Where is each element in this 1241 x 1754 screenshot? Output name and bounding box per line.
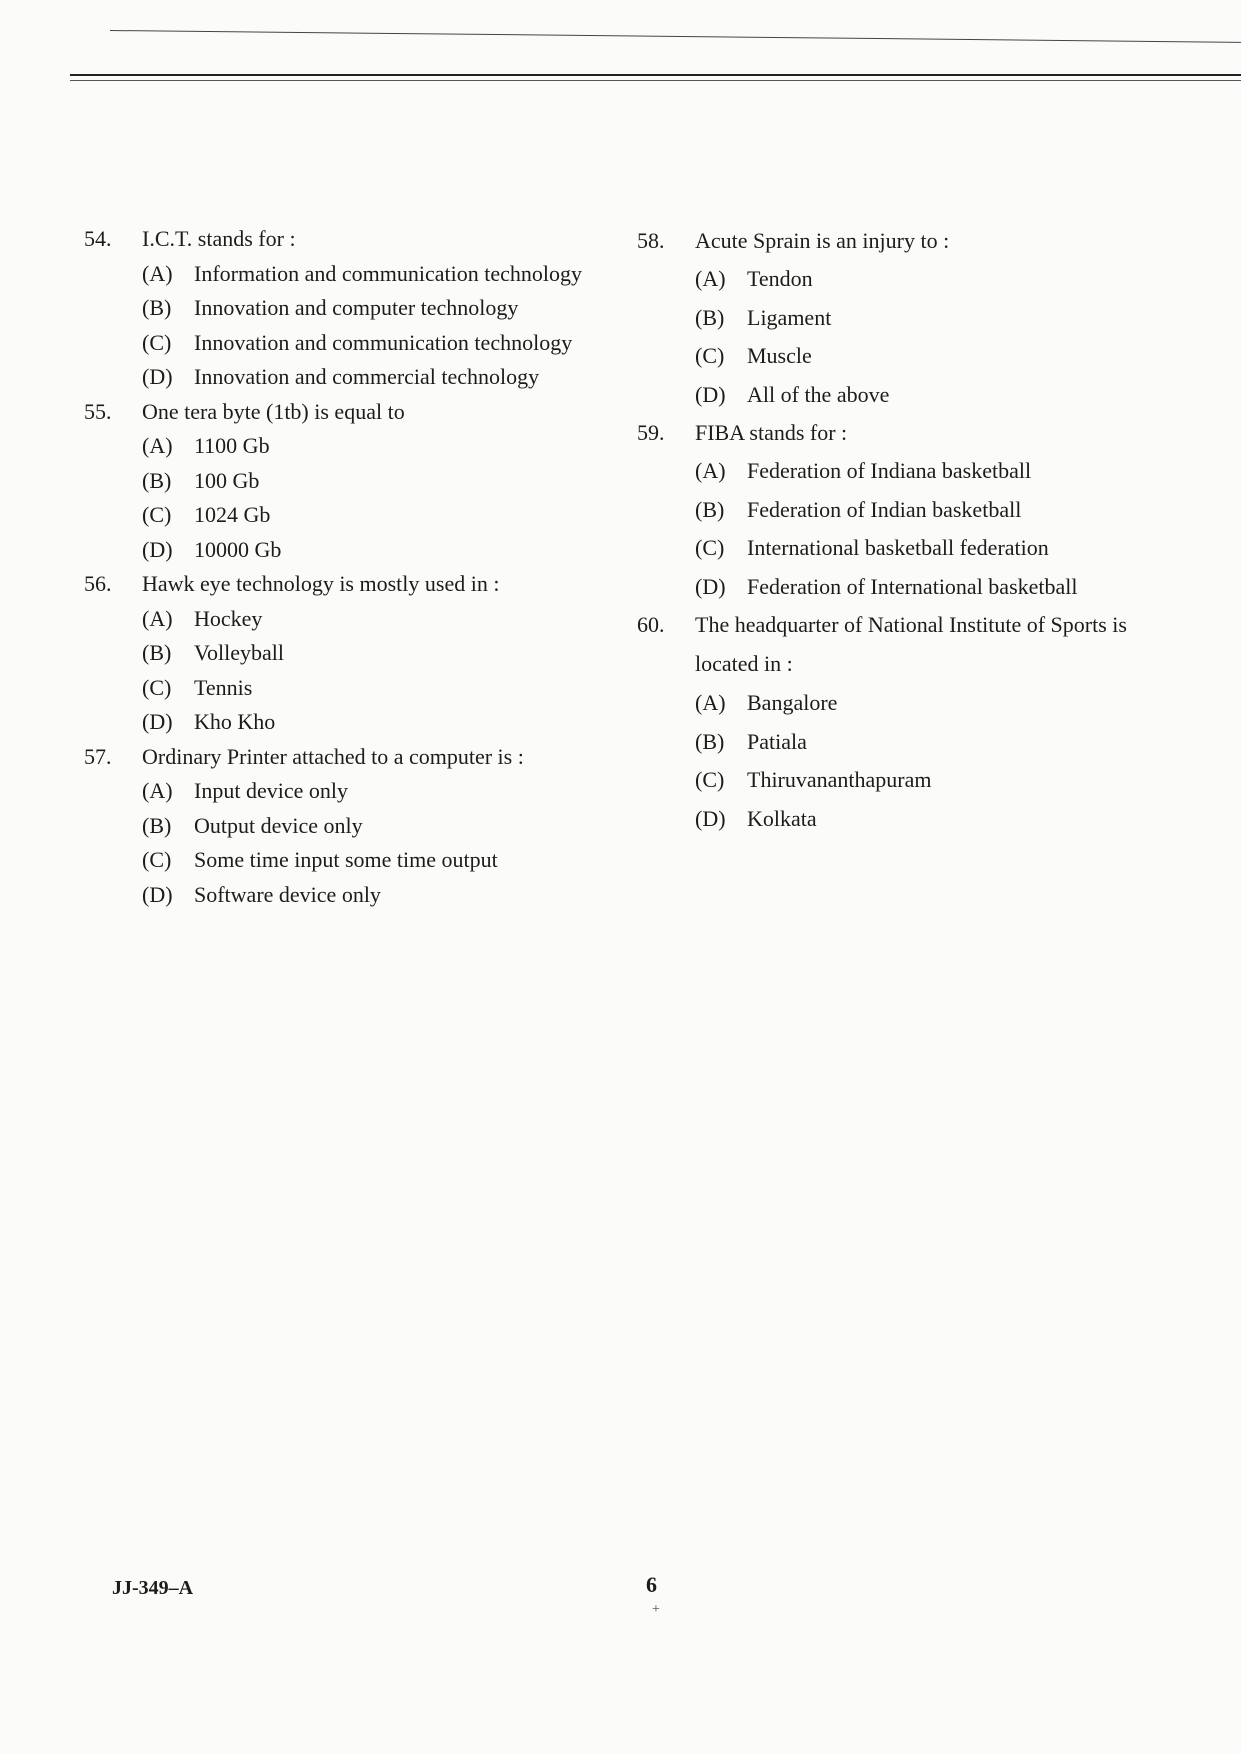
option-letter: (A) — [695, 458, 726, 483]
header-rule-thick — [70, 74, 1241, 76]
option-d — [695, 376, 1197, 415]
option-letter: (D) — [695, 381, 726, 407]
option-letter: (D) — [142, 881, 173, 907]
question-number: 58. — [637, 228, 665, 253]
question-60 — [637, 606, 1197, 838]
option-d — [142, 533, 624, 568]
question-number: 54. — [84, 226, 112, 251]
option-text: Thiruvananthapuram — [747, 767, 932, 792]
option-text: Information and communication technology — [194, 260, 582, 286]
option-text: Innovation and communication technology — [194, 329, 573, 355]
option-letter: (C) — [695, 343, 725, 368]
option-text: All of the above — [747, 381, 890, 407]
option-b — [695, 299, 1197, 338]
option-text: 10000 Gb — [194, 536, 282, 562]
option-b — [142, 291, 624, 326]
question-text: The headquarter of National Institute of Sports is — [695, 612, 1127, 637]
option-letter: (A) — [142, 605, 173, 631]
option-letter: (B) — [142, 467, 172, 493]
header-rule-thin — [110, 30, 1241, 43]
option-letter: (D) — [695, 573, 726, 599]
option-list — [84, 429, 624, 567]
option-text: Muscle — [747, 343, 812, 368]
option-text: Innovation and computer technology — [194, 295, 519, 320]
option-b — [142, 464, 624, 499]
option-d — [695, 800, 1197, 839]
option-letter: (B) — [142, 295, 172, 320]
option-letter: (B) — [142, 812, 172, 838]
option-text: Some time input some time output — [194, 847, 498, 872]
option-letter: (A) — [142, 778, 173, 803]
option-text: Bangalore — [747, 690, 838, 715]
option-text: Tennis — [194, 674, 253, 700]
option-list — [637, 452, 1197, 606]
option-letter: (B) — [695, 728, 725, 754]
question-59 — [637, 414, 1197, 606]
option-letter: (C) — [142, 502, 172, 527]
option-letter: (A) — [142, 260, 173, 286]
header-rule-under — [70, 80, 1241, 81]
option-text: Software device only — [194, 881, 381, 907]
question-text: Hawk eye technology is mostly used in : — [142, 571, 500, 596]
question-number: 57. — [84, 743, 112, 769]
option-c — [142, 326, 624, 361]
option-letter: (B) — [695, 304, 725, 330]
option-c — [142, 843, 624, 878]
question-57 — [84, 740, 624, 913]
option-c — [695, 529, 1197, 568]
option-a — [142, 257, 624, 292]
option-text: Federation of Indiana basketball — [747, 458, 1032, 483]
option-b — [695, 723, 1197, 762]
option-text: Input device only — [194, 778, 348, 803]
option-text: Federation of International basketball — [747, 573, 1078, 599]
option-text: Innovation and commercial technology — [194, 364, 540, 389]
option-text: Patiala — [747, 728, 807, 754]
left-question-column — [84, 222, 624, 912]
option-b — [695, 491, 1197, 530]
registration-mark: + — [652, 1602, 660, 1617]
page-number: 6 — [646, 1572, 657, 1597]
option-letter: (A) — [695, 690, 726, 715]
option-list — [84, 774, 624, 912]
question-number: 55. — [84, 398, 112, 424]
option-a — [695, 260, 1197, 299]
right-question-column — [637, 222, 1197, 838]
option-b — [142, 809, 624, 844]
option-letter: (C) — [142, 329, 172, 355]
booklet-code: JJ-349–A — [112, 1577, 194, 1599]
option-list — [84, 602, 624, 740]
option-letter: (C) — [142, 847, 172, 872]
option-a — [142, 429, 624, 464]
option-text: 1024 Gb — [194, 502, 271, 527]
option-list — [637, 260, 1197, 414]
question-54 — [84, 222, 624, 395]
question-text: One tera byte (1tb) is equal to — [142, 398, 405, 424]
option-text: Volleyball — [194, 640, 285, 665]
option-letter: (C) — [142, 674, 172, 700]
option-a — [695, 684, 1197, 723]
question-text: I.C.T. stands for : — [142, 226, 296, 251]
option-c — [142, 498, 624, 533]
option-text: Output device only — [194, 812, 363, 838]
option-text: Ligament — [747, 304, 832, 330]
option-letter: (D) — [695, 805, 726, 831]
option-d — [142, 878, 624, 913]
question-56 — [84, 567, 624, 740]
option-letter: (C) — [695, 535, 725, 560]
option-letter: (A) — [695, 266, 726, 291]
question-55 — [84, 395, 624, 568]
option-letter: (D) — [142, 709, 173, 734]
option-letter: (A) — [142, 433, 173, 458]
option-letter: (D) — [142, 364, 173, 389]
question-number: 56. — [84, 571, 112, 596]
option-list — [84, 257, 624, 395]
option-letter: (B) — [142, 640, 172, 665]
option-a — [695, 452, 1197, 491]
option-d — [142, 705, 624, 740]
question-58 — [637, 222, 1197, 414]
option-letter: (C) — [695, 767, 725, 792]
option-letter: (D) — [142, 536, 173, 562]
question-text-continued: located in : — [695, 651, 793, 676]
option-text: 1100 Gb — [194, 433, 270, 458]
option-a — [142, 774, 624, 809]
option-c — [695, 761, 1197, 800]
option-text: Kolkata — [747, 805, 817, 831]
question-number: 59. — [637, 420, 665, 445]
option-text: Tendon — [747, 266, 813, 291]
option-c — [695, 337, 1197, 376]
question-text: Acute Sprain is an injury to : — [695, 228, 950, 253]
question-text: Ordinary Printer attached to a computer is : — [142, 743, 524, 769]
question-number: 60. — [637, 612, 665, 637]
option-text: Hockey — [194, 605, 263, 631]
option-text: 100 Gb — [194, 467, 260, 493]
option-d — [695, 568, 1197, 607]
option-a — [142, 602, 624, 637]
option-d — [142, 360, 624, 395]
option-text: International basketball federation — [747, 535, 1049, 560]
option-list — [637, 684, 1197, 838]
option-letter: (B) — [695, 496, 725, 522]
option-text: Federation of Indian basketball — [747, 496, 1022, 522]
option-c — [142, 671, 624, 706]
question-text: FIBA stands for : — [695, 420, 848, 445]
option-text: Kho Kho — [194, 709, 276, 734]
option-b — [142, 636, 624, 671]
